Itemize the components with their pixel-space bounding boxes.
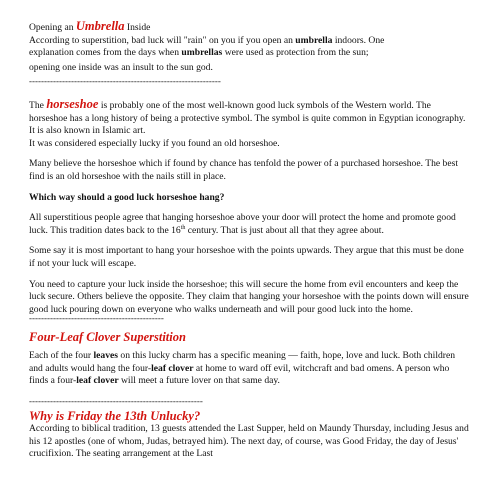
horseshoe-paragraph-2: Many believe the horseshoe which if found by chance has tenfold the power of a purchased horseshoe. The best find is an old horseshoe with the nails still in place.: [29, 158, 459, 182]
horseshoe-paragraph-5: You need to capture your luck inside the horseshoe; this will secure the home from evil encounters and keep the luck secure. Others believe the opposite. They claim that hanging your horseshoe with the points down will ensure good luck pouring down on everyone who walks underneath and will pour good luck into the home.: [29, 278, 469, 315]
umbrella-l2: explanation comes from the days when: [29, 47, 179, 59]
umbrella-section: [29, 20, 469, 74]
clover-d: will meet a future lover on that same day.: [121, 375, 280, 387]
horseshoe-title: horseshoe: [46, 97, 99, 111]
horseshoe-p3-b: century. That is just about all that they agree about.: [187, 224, 384, 236]
umbrella-l1-bold: umbrella: [295, 34, 333, 46]
umbrella-l2-bold: umbrellas: [181, 47, 223, 59]
horseshoe-question: Which way should a good luck horseshoe hang?: [29, 191, 225, 203]
horseshoe-paragraph-3: [29, 212, 469, 237]
umbrella-l1: According to superstition, bad luck will "rain" on you if you open an: [29, 34, 293, 46]
horseshoe-p3-sup: th: [180, 224, 186, 231]
friday-section: [29, 409, 469, 461]
clover-title: Four-Leaf Clover Superstition: [29, 330, 186, 344]
horseshoe-paragraph-1: [29, 98, 469, 138]
horseshoe-p1-last: It was considered especially lucky if you found an old horseshoe.: [29, 137, 280, 149]
umbrella-title: Umbrella: [75, 19, 125, 33]
umbrella-intro-end: Inside: [126, 22, 151, 33]
horseshoe-p3-a: All superstitious people agree that hanging horseshoe above your door will protect the home and promote good luck. This tradition dates back to the 16: [29, 212, 456, 236]
clover-b: on this lucky charm has a specific meaning — faith, hope, love and luck. Both children and adults would hang the four-: [29, 350, 456, 374]
clover-paragraph: [29, 350, 469, 388]
clover-c-bold: leaf clover: [76, 375, 119, 387]
umbrella-heading: [29, 20, 469, 35]
horseshoe-paragraph-4: Some say it is most important to hang your horseshoe with the points upwards. They argue that this must be done if not your luck will escape.: [29, 245, 464, 269]
horseshoe-p1-rest: is probably one of the most well-known good luck symbols of the Western world. The horseshoe has a long history of being a protective symbol. The symbol is quite common in Egyptian iconography. It is also known in Islamic art.: [29, 100, 466, 137]
clover-b-bold: leaf clover: [151, 362, 194, 374]
clover-c: at home to ward off evil, witchcraft and bad omens. A person who finds a four-: [29, 362, 450, 387]
divider-2: ---------------------------------------------: [29, 313, 164, 323]
clover-section: [29, 330, 469, 388]
horseshoe-section: [29, 98, 469, 316]
umbrella-line-1: [29, 35, 469, 48]
clover-a-bold: leaves: [93, 350, 118, 361]
divider-3: ----------------------------------------------------------: [29, 396, 203, 406]
umbrella-intro: Opening an: [29, 22, 74, 33]
umbrella-line-3: opening one inside was an insult to the sun god.: [29, 61, 213, 73]
umbrella-l2-end: were used as protection from the sun;: [224, 47, 369, 59]
umbrella-l1-end: indoors. One: [334, 34, 385, 46]
horseshoe-the: The: [29, 100, 44, 111]
friday-title: Why is Friday the 13th Unlucky?: [29, 409, 201, 423]
divider-1: ----------------------------------------------------------------: [29, 76, 221, 86]
umbrella-line-2: [29, 47, 469, 60]
clover-a: Each of the four: [29, 350, 92, 361]
friday-paragraph: According to biblical tradition, 13 guests attended the Last Supper, held on Maundy Thursday, including Jesus and his 12 apostles (one of whom, Judas, betrayed him). The next day, of course, was Good Friday, the day of Jesus' crucifixion. The seating arrangement at the Last: [29, 423, 469, 460]
